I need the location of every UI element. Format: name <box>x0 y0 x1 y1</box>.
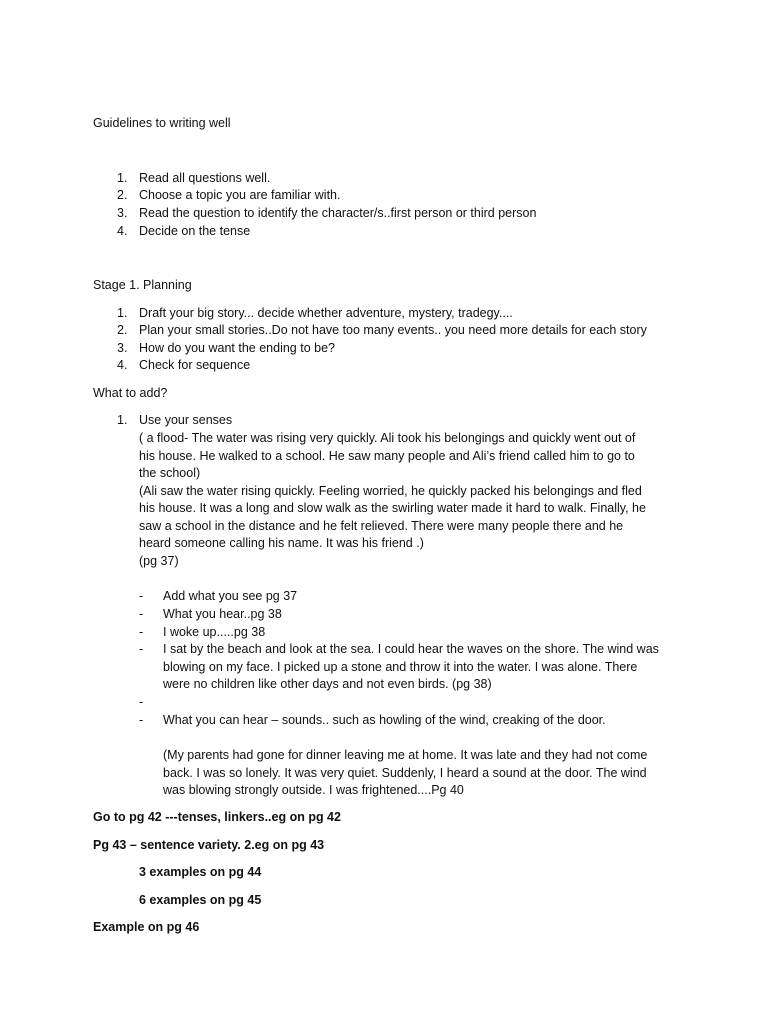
list-item: Check for sequence <box>139 358 251 372</box>
list-number: 2. <box>117 323 128 337</box>
list-item: Read the question to identify the character/s..first person or third person <box>139 206 537 220</box>
examples-pg44-line: 3 examples on pg 44 <box>139 865 262 879</box>
list-item: Decide on the tense <box>139 224 251 238</box>
list-number: 2. <box>117 188 128 202</box>
list-number: 1. <box>117 171 128 185</box>
list-item: How do you want the ending to be? <box>139 341 335 355</box>
list-number: 4. <box>117 224 128 238</box>
dash-bullet: - <box>139 713 144 727</box>
list-number: 1. <box>117 306 128 320</box>
dash-item-line: were no children like other days and not even birds. (pg 38) <box>163 677 492 691</box>
paragraph-line: back. I was so lonely. It was very quiet. Suddenly, I heard a sound at the door. The wind <box>163 766 647 780</box>
dash-bullet: - <box>139 607 144 621</box>
list-item: Choose a topic you are familiar with. <box>139 188 341 202</box>
list-number: 1. <box>117 413 128 427</box>
list-item: Draft your big story... decide whether adventure, mystery, tradegy.... <box>139 306 513 320</box>
paragraph-line: ( a flood- The water was rising very quickly. Ali took his belongings and quickly went out of <box>139 431 636 445</box>
dash-bullet: - <box>139 625 144 639</box>
what-to-add-heading: What to add? <box>93 386 168 400</box>
list-item: Plan your small stories..Do not have too many events.. you need more details for each story <box>139 323 647 337</box>
paragraph-line: (My parents had gone for dinner leaving me at home. It was late and they had not come <box>163 748 648 762</box>
dash-bullet: - <box>139 589 144 603</box>
tenses-linkers-line: Go to pg 42 ---tenses, linkers..eg on pg 42 <box>93 810 341 824</box>
list-number: 4. <box>117 358 128 372</box>
list-item: Read all questions well. <box>139 171 271 185</box>
dash-item: What you can hear – sounds.. such as howling of the wind, creaking of the door. <box>163 713 606 727</box>
stage1-heading: Stage 1. Planning <box>93 278 192 292</box>
paragraph-line: saw a school in the distance and he felt relieved. There were many people there and he <box>139 519 624 533</box>
dash-item: I woke up.....pg 38 <box>163 625 266 639</box>
list-number: 3. <box>117 341 128 355</box>
dash-item-line: I sat by the beach and look at the sea. I could hear the waves on the shore. The wind was <box>163 642 659 656</box>
dash-item-line: blowing on my face. I picked up a stone and throw it into the water. I was alone. There <box>163 660 638 674</box>
paragraph-line: (Ali saw the water rising quickly. Feeling worried, he quickly packed his belongings and fled <box>139 484 642 498</box>
dash-item: What you hear..pg 38 <box>163 607 282 621</box>
page-title: Guidelines to writing well <box>93 116 231 130</box>
paragraph-line: was blowing strongly outside. I was frightened....Pg 40 <box>163 783 464 797</box>
paragraph-line: his house. He walked to a school. He saw many people and Ali’s friend called him to go to <box>139 449 635 463</box>
paragraph-line: his house. It was a long and slow walk as the swirling water made it hard to walk. Finally, he <box>139 501 646 515</box>
example-pg46-line: Example on pg 46 <box>93 920 200 934</box>
sentence-variety-line: Pg 43 – sentence variety. 2.eg on pg 43 <box>93 838 325 852</box>
list-item: Use your senses <box>139 413 233 427</box>
examples-pg45-line: 6 examples on pg 45 <box>139 893 262 907</box>
dash-bullet: - <box>139 695 144 709</box>
paragraph-line: heard someone calling his name. It was his friend .) <box>139 536 424 550</box>
dash-item: Add what you see pg 37 <box>163 589 298 603</box>
list-number: 3. <box>117 206 128 220</box>
dash-bullet: - <box>139 642 144 656</box>
page-reference: (pg 37) <box>139 554 179 568</box>
paragraph-line: the school) <box>139 466 201 480</box>
